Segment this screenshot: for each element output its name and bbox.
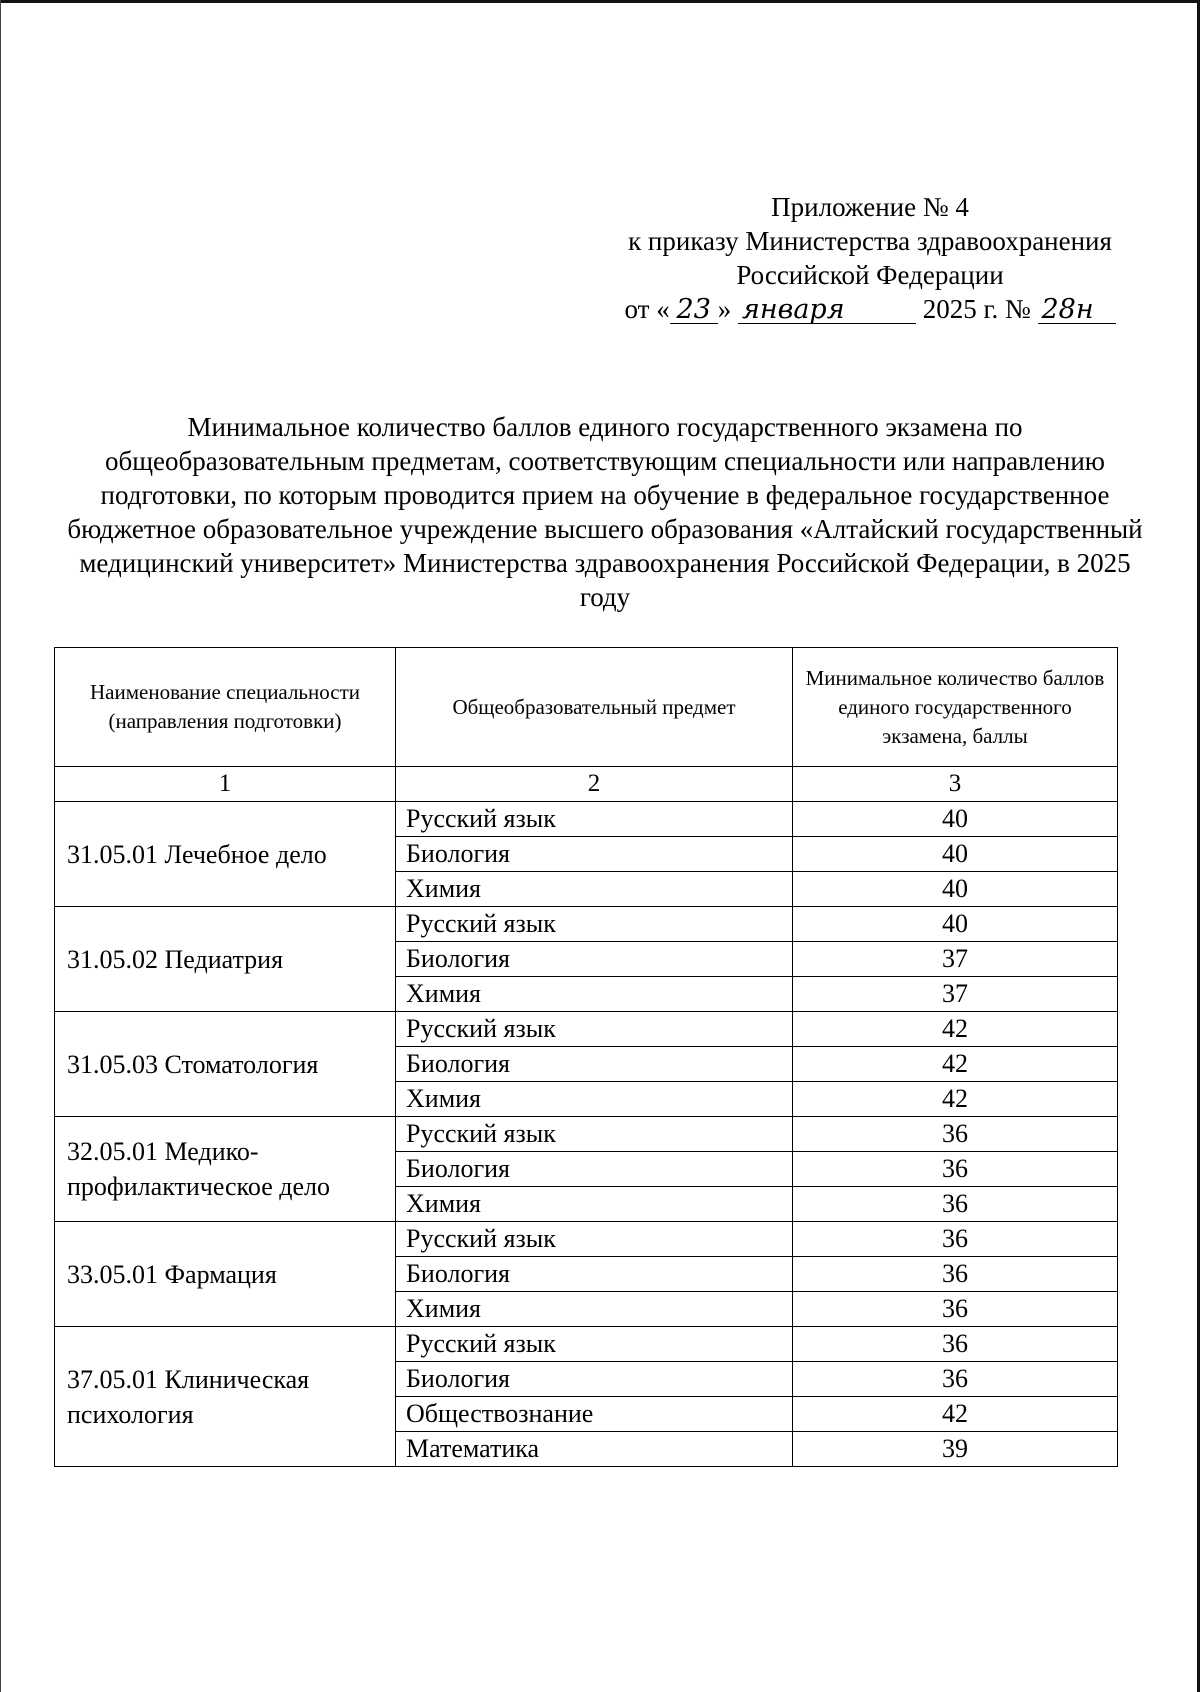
- scores-table: [54, 647, 1118, 1467]
- date-quote-close: »: [717, 294, 732, 324]
- subject-cell: Русский язык: [396, 1012, 793, 1047]
- subject-cell: Обществознание: [396, 1397, 793, 1432]
- score-cell: 37: [793, 942, 1118, 977]
- score-cell: 40: [793, 907, 1118, 942]
- handwritten-order-number: 28н: [1038, 297, 1116, 324]
- index-col-1: 1: [55, 767, 396, 802]
- header-specialty: Наименование специальности (направления подготовки): [55, 648, 396, 767]
- subject-cell: Химия: [396, 1082, 793, 1117]
- date-prefix: от «: [624, 294, 670, 324]
- subject-cell: Биология: [396, 942, 793, 977]
- header-min-score: Минимальное количество баллов единого государственного экзамена, баллы: [793, 648, 1118, 767]
- header-subject: Общеобразовательный предмет: [396, 648, 793, 767]
- subject-cell: Русский язык: [396, 802, 793, 837]
- subject-cell: Химия: [396, 977, 793, 1012]
- score-cell: 36: [793, 1117, 1118, 1152]
- scan-edge-top: [0, 0, 1200, 3]
- subject-cell: Биология: [396, 837, 793, 872]
- subject-cell: Биология: [396, 1152, 793, 1187]
- subject-cell: Биология: [396, 1257, 793, 1292]
- table-header-row: [55, 648, 1118, 767]
- handwritten-day: 23: [670, 297, 718, 324]
- score-cell: 39: [793, 1432, 1118, 1467]
- subject-cell: Русский язык: [396, 1117, 793, 1152]
- score-cell: 36: [793, 1152, 1118, 1187]
- score-cell: 40: [793, 837, 1118, 872]
- subject-cell: Русский язык: [396, 1327, 793, 1362]
- score-cell: 37: [793, 977, 1118, 1012]
- appendix-order-ref: к приказу Министерства здравоохранения: [628, 226, 1112, 256]
- scan-edge-left: [0, 0, 1, 1692]
- subject-cell: Русский язык: [396, 907, 793, 942]
- handwritten-month: января: [738, 297, 916, 324]
- specialty-cell: 37.05.01 Клиническая психология: [55, 1327, 396, 1467]
- score-cell: 36: [793, 1362, 1118, 1397]
- subject-cell: Биология: [396, 1362, 793, 1397]
- index-col-2: 2: [396, 767, 793, 802]
- specialty-cell: 31.05.01 Лечебное дело: [55, 802, 396, 907]
- score-cell: 42: [793, 1047, 1118, 1082]
- subject-cell: Биология: [396, 1047, 793, 1082]
- score-cell: 42: [793, 1397, 1118, 1432]
- date-year: 2025 г. №: [922, 294, 1031, 324]
- subject-cell: Химия: [396, 1187, 793, 1222]
- appendix-header: [590, 190, 1150, 326]
- appendix-authority: Российской Федерации: [736, 260, 1004, 290]
- subject-cell: Химия: [396, 1292, 793, 1327]
- score-cell: 42: [793, 1082, 1118, 1117]
- score-cell: 40: [793, 802, 1118, 837]
- table-row: [55, 1117, 1118, 1152]
- table-row: [55, 1222, 1118, 1257]
- specialty-cell: 31.05.03 Стоматология: [55, 1012, 396, 1117]
- document-title: Минимальное количество баллов единого государственного экзамена по общеобразовательным предметам, соответствующим специальности или направлению подготовки, по которым проводится прием на обучение в федеральное государственное бюджетное образовательное учреждение высшего образования «Алтайский государственный медицинский университет» Министерства здравоохранения Российской Федерации, в 2025 году: [67, 412, 1143, 612]
- score-cell: 42: [793, 1012, 1118, 1047]
- appendix-date-line: [590, 292, 1150, 326]
- table-row: [55, 802, 1118, 837]
- subject-cell: Химия: [396, 872, 793, 907]
- specialty-cell: 32.05.01 Медико-профилактическое дело: [55, 1117, 396, 1222]
- subject-cell: Русский язык: [396, 1222, 793, 1257]
- index-col-3: 3: [793, 767, 1118, 802]
- score-cell: 36: [793, 1187, 1118, 1222]
- score-cell: 36: [793, 1257, 1118, 1292]
- table-index-row: [55, 767, 1118, 802]
- score-cell: 36: [793, 1292, 1118, 1327]
- score-cell: 36: [793, 1222, 1118, 1257]
- specialty-cell: 33.05.01 Фармация: [55, 1222, 396, 1327]
- table-row: [55, 1012, 1118, 1047]
- specialty-cell: 31.05.02 Педиатрия: [55, 907, 396, 1012]
- table-row: [55, 1327, 1118, 1362]
- score-cell: 36: [793, 1327, 1118, 1362]
- appendix-number: Приложение № 4: [771, 192, 969, 222]
- subject-cell: Математика: [396, 1432, 793, 1467]
- score-cell: 40: [793, 872, 1118, 907]
- table-row: [55, 907, 1118, 942]
